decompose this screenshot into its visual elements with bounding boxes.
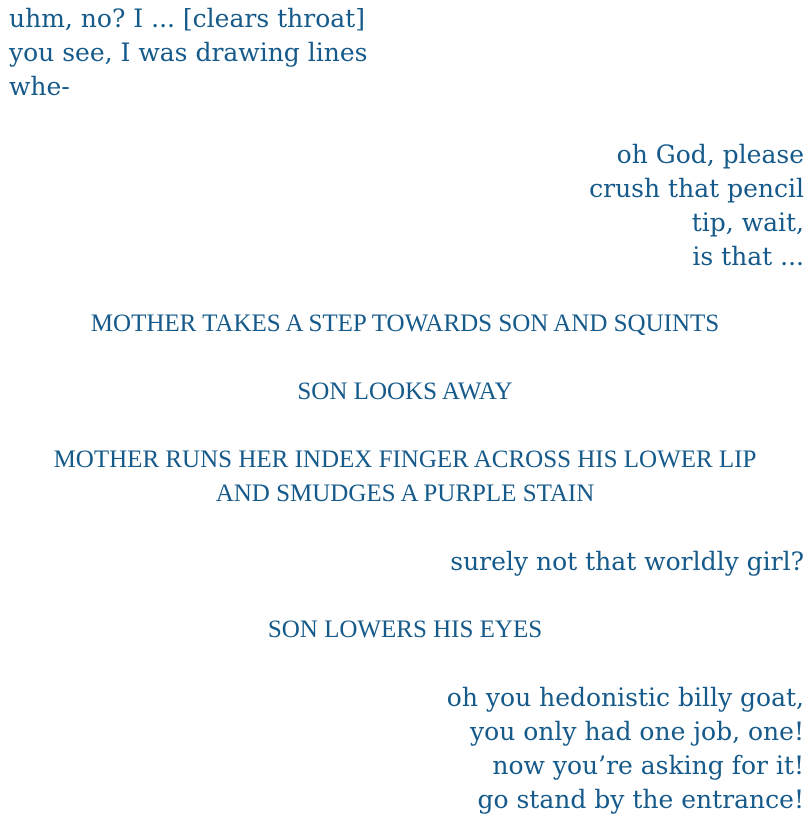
mother-dialogue-2 [9, 545, 804, 579]
mother-dialogue-3 [9, 681, 804, 817]
stage-direction-1 [6, 307, 804, 341]
stage-direction-3 [6, 443, 804, 511]
dialogue-line: oh God, please [616, 140, 804, 169]
dialogue-line: is that ... [692, 242, 804, 271]
dialogue-line: now you’re asking for it! [492, 751, 804, 780]
stage-direction-2 [6, 375, 804, 409]
stage-direction-line: SON LOOKS AWAY [297, 378, 513, 405]
dialogue-line: tip, wait, [691, 208, 804, 237]
stage-direction-line: AND SMUDGES A PURPLE STAIN [215, 480, 595, 507]
stage-direction-4 [6, 613, 804, 647]
dialogue-line: uhm, no? I ... [clears throat] [9, 4, 365, 33]
dialogue-line: surely not that worldly girl? [450, 547, 804, 576]
dialogue-line: you only had one job, one! [470, 717, 804, 746]
stage-direction-line: SON LOWERS HIS EYES [267, 616, 543, 643]
stage-direction-line: MOTHER TAKES A STEP TOWARDS SON AND SQUINTS [90, 310, 720, 337]
son-dialogue-1 [9, 2, 804, 104]
mother-dialogue-1 [9, 138, 804, 274]
stage-direction-line: MOTHER RUNS HER INDEX FINGER ACROSS HIS LOWER LIP [53, 446, 757, 473]
dialogue-line: oh you hedonistic billy goat, [446, 683, 804, 712]
dialogue-line: whe- [9, 72, 70, 101]
dialogue-line: you see, I was drawing lines [9, 38, 368, 67]
dialogue-line: crush that pencil [589, 174, 804, 203]
dialogue-line: go stand by the entrance! [477, 785, 804, 814]
